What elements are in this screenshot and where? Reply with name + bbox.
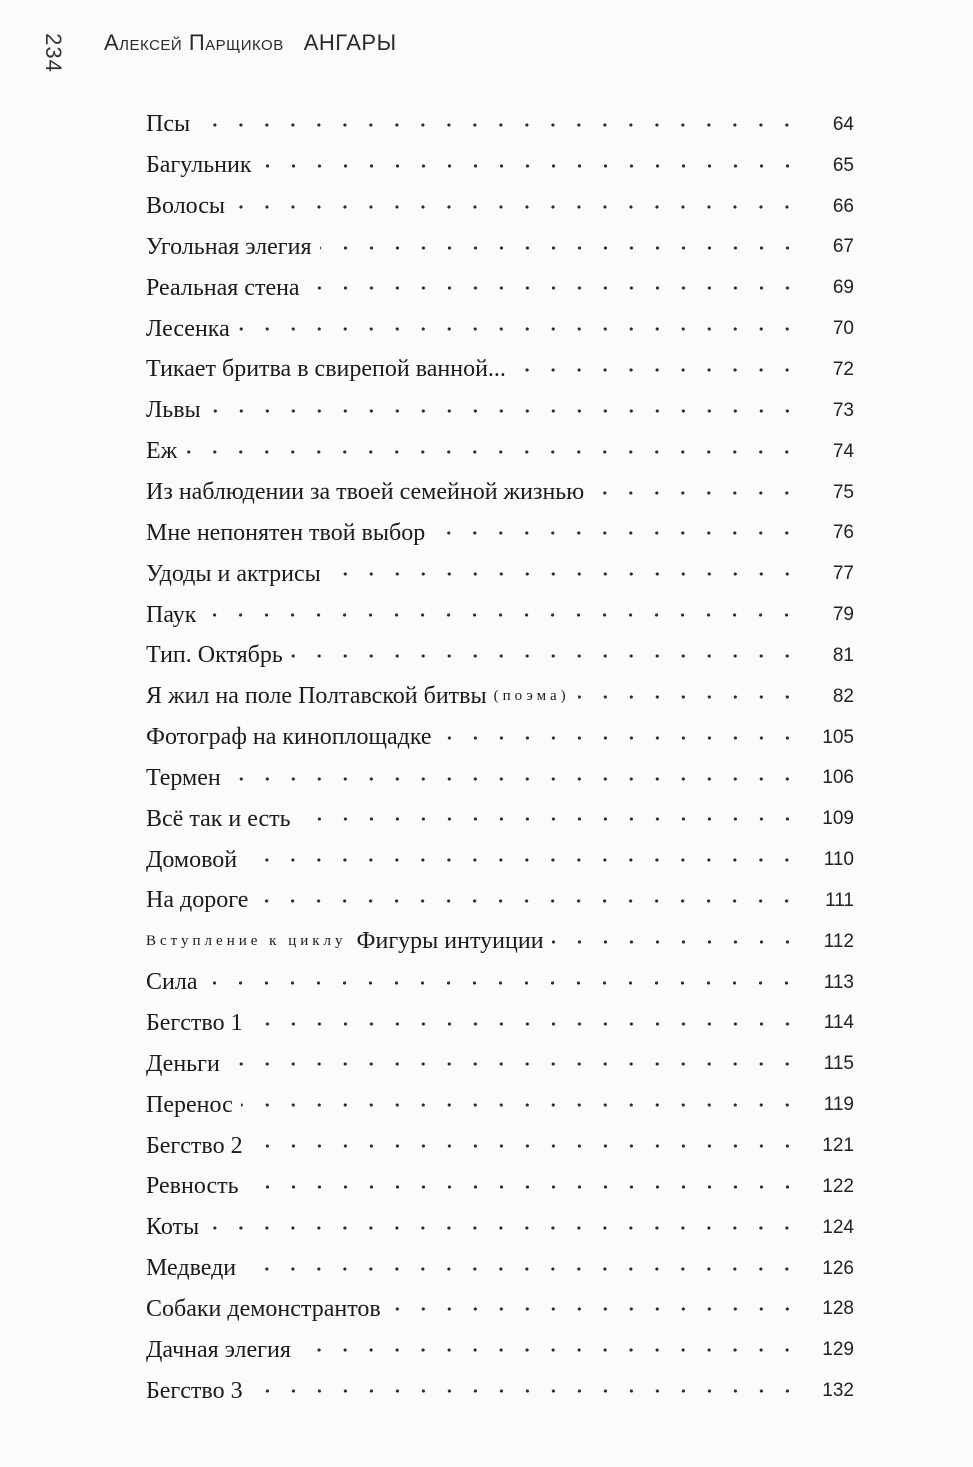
toc-entry-page-number: 67 bbox=[832, 236, 854, 258]
dot-leader bbox=[552, 921, 800, 962]
toc-entry-title: Коты bbox=[146, 1214, 200, 1241]
toc-entry-title: Волосы bbox=[146, 193, 226, 220]
toc-entry-page-number: 109 bbox=[822, 808, 854, 830]
dot-leader bbox=[205, 962, 800, 1003]
toc-entry-title: Деньги bbox=[146, 1050, 220, 1077]
toc-entry-title: Бегство 2 bbox=[146, 1132, 243, 1159]
dot-leader bbox=[320, 227, 801, 268]
toc-entry-title: Еж bbox=[146, 438, 178, 465]
toc-entry-page-number: 106 bbox=[822, 767, 854, 789]
dot-leader bbox=[241, 1084, 800, 1125]
toc-entry-title: Тикает бритва в свирепой ванной... bbox=[146, 356, 506, 383]
toc-entry-page-number: 69 bbox=[832, 277, 854, 299]
toc-entry bbox=[146, 880, 854, 921]
toc-entry bbox=[146, 839, 854, 880]
dot-leader bbox=[592, 472, 800, 513]
dot-leader bbox=[514, 349, 800, 390]
toc-entry bbox=[146, 635, 854, 676]
toc-entry-title: Перенос bbox=[146, 1091, 233, 1118]
toc-entry-prefix: Вступление к циклу bbox=[146, 932, 347, 949]
toc-entry-title: Багульник bbox=[146, 152, 252, 179]
toc-entry bbox=[146, 717, 854, 758]
toc-entry-page-number: 110 bbox=[823, 849, 854, 871]
toc-entry bbox=[146, 145, 854, 186]
toc-entry-title: Всё так и есть bbox=[146, 805, 291, 832]
toc-entry-title: Из наблюдении за твоей семейной жизнью bbox=[146, 479, 585, 506]
toc-entry-page-number: 122 bbox=[822, 1175, 854, 1197]
toc-entry bbox=[146, 1084, 854, 1125]
toc-entry-title: Псы bbox=[146, 111, 191, 138]
toc-entry bbox=[146, 390, 854, 431]
toc-entry-title: Мне непонятен твой выбор bbox=[146, 519, 426, 546]
toc-entry-title: Львы bbox=[146, 397, 201, 424]
toc-entry bbox=[146, 1329, 854, 1370]
dot-leader bbox=[207, 1207, 800, 1248]
toc-entry-title: Ревность bbox=[146, 1173, 239, 1200]
toc-entry bbox=[146, 921, 854, 962]
author-name: Алексей Парщиков bbox=[104, 30, 284, 55]
toc-entry bbox=[146, 1166, 854, 1207]
toc-entry-page-number: 76 bbox=[832, 522, 854, 544]
toc-entry-page-number: 113 bbox=[823, 971, 854, 993]
dot-leader bbox=[440, 717, 800, 758]
dot-leader bbox=[251, 1003, 800, 1044]
toc-entry bbox=[146, 676, 854, 717]
toc-entry-title: Я жил на поле Полтавской битвы bbox=[146, 683, 487, 710]
table-of-contents bbox=[146, 104, 854, 1411]
dot-leader bbox=[247, 1166, 800, 1207]
toc-entry bbox=[146, 1003, 854, 1044]
dot-leader bbox=[299, 1329, 800, 1370]
toc-entry-page-number: 72 bbox=[832, 358, 854, 380]
toc-entry-page-number: 119 bbox=[823, 1094, 854, 1116]
toc-entry-title: Угольная элегия bbox=[146, 233, 312, 260]
toc-entry-title: Фигуры интуиции bbox=[356, 928, 544, 955]
toc-entry-page-number: 132 bbox=[822, 1380, 854, 1402]
dot-leader bbox=[228, 1043, 800, 1084]
dot-leader bbox=[229, 758, 800, 799]
toc-entry bbox=[146, 1370, 854, 1411]
dot-leader bbox=[256, 880, 800, 921]
toc-entry bbox=[146, 308, 854, 349]
toc-entry bbox=[146, 186, 854, 227]
toc-entry-page-number: 64 bbox=[832, 113, 854, 135]
toc-entry-page-number: 111 bbox=[825, 889, 854, 911]
toc-entry-title: Фотограф на киноплощадке bbox=[146, 724, 432, 751]
toc-entry bbox=[146, 431, 854, 472]
toc-entry-title: Бегство 1 bbox=[146, 1009, 243, 1036]
toc-entry-page-number: 65 bbox=[832, 154, 854, 176]
toc-entry-page-number: 82 bbox=[832, 685, 854, 707]
toc-entry-title: Собаки демонстрантов bbox=[146, 1295, 381, 1322]
toc-entry bbox=[146, 1288, 854, 1329]
toc-entry-page-number: 115 bbox=[823, 1053, 854, 1075]
toc-entry-title: Лесенка bbox=[146, 315, 230, 342]
toc-entry-title: Реальная стена bbox=[146, 274, 300, 301]
dot-leader bbox=[433, 512, 800, 553]
toc-entry bbox=[146, 472, 854, 513]
dot-leader bbox=[204, 594, 800, 635]
toc-entry-note: (поэма) bbox=[493, 687, 570, 704]
toc-entry bbox=[146, 1125, 854, 1166]
toc-entry-page-number: 114 bbox=[823, 1012, 854, 1034]
toc-entry bbox=[146, 594, 854, 635]
toc-entry bbox=[146, 553, 854, 594]
toc-entry-page-number: 81 bbox=[832, 644, 854, 666]
toc-entry-page-number: 77 bbox=[832, 563, 854, 585]
toc-entry bbox=[146, 1207, 854, 1248]
dot-leader bbox=[238, 308, 800, 349]
toc-entry-title: Бегство 3 bbox=[146, 1377, 243, 1404]
dot-leader bbox=[329, 553, 800, 594]
toc-entry-title: Термен bbox=[146, 764, 221, 791]
dot-leader bbox=[245, 839, 800, 880]
dot-leader bbox=[244, 1248, 800, 1289]
toc-entry-title: Дачная элегия bbox=[146, 1336, 291, 1363]
toc-entry-page-number: 79 bbox=[832, 604, 854, 626]
toc-entry-page-number: 66 bbox=[832, 195, 854, 217]
toc-entry-page-number: 112 bbox=[823, 930, 854, 952]
dot-leader bbox=[251, 1370, 800, 1411]
toc-entry-page-number: 75 bbox=[832, 481, 854, 503]
dot-leader bbox=[291, 635, 800, 676]
dot-leader bbox=[260, 145, 801, 186]
dot-leader bbox=[299, 798, 800, 839]
toc-entry-title: Паук bbox=[146, 601, 197, 628]
toc-entry-page-number: 129 bbox=[822, 1339, 854, 1361]
dot-leader bbox=[209, 390, 800, 431]
toc-entry-title: Тип. Октябрь bbox=[146, 642, 283, 669]
toc-entry bbox=[146, 758, 854, 799]
toc-entry bbox=[146, 267, 854, 308]
running-header bbox=[104, 30, 397, 56]
toc-entry-page-number: 128 bbox=[822, 1298, 854, 1320]
toc-entry-page-number: 121 bbox=[822, 1135, 854, 1157]
toc-entry bbox=[146, 1248, 854, 1289]
toc-entry-page-number: 73 bbox=[832, 399, 854, 421]
dot-leader bbox=[185, 431, 800, 472]
toc-entry bbox=[146, 349, 854, 390]
toc-entry-page-number: 126 bbox=[822, 1257, 854, 1279]
dot-leader bbox=[198, 104, 800, 145]
toc-entry-title: Сила bbox=[146, 969, 198, 996]
toc-entry bbox=[146, 798, 854, 839]
toc-entry-title: Удоды и актрисы bbox=[146, 560, 321, 587]
toc-entry bbox=[146, 962, 854, 1003]
toc-entry-title: Домовой bbox=[146, 846, 238, 873]
toc-entry-page-number: 105 bbox=[822, 726, 854, 748]
toc-entry-page-number: 70 bbox=[832, 318, 854, 340]
toc-entry-page-number: 124 bbox=[822, 1216, 854, 1238]
dot-leader bbox=[578, 676, 800, 717]
toc-entry bbox=[146, 227, 854, 268]
page-number: 234 bbox=[41, 33, 66, 73]
dot-leader bbox=[251, 1125, 800, 1166]
book-title: АНГАРЫ bbox=[303, 30, 397, 55]
dot-leader bbox=[308, 267, 800, 308]
dot-leader bbox=[233, 186, 800, 227]
toc-entry-title: На дороге bbox=[146, 887, 249, 914]
toc-entry bbox=[146, 512, 854, 553]
toc-entry-page-number: 74 bbox=[832, 440, 854, 462]
toc-entry bbox=[146, 1043, 854, 1084]
dot-leader bbox=[389, 1288, 800, 1329]
toc-entry-title: Медведи bbox=[146, 1255, 237, 1282]
toc-entry bbox=[146, 104, 854, 145]
